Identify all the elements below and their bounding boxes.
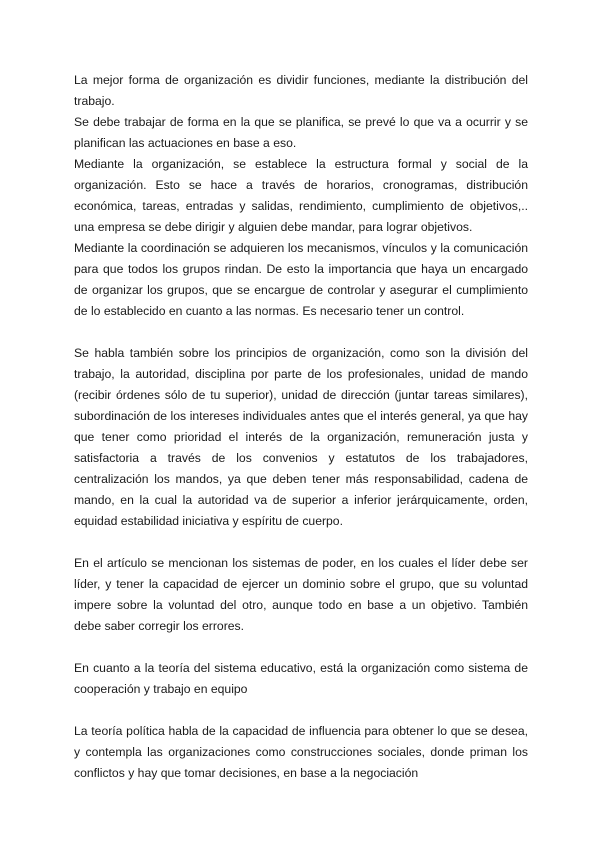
document-body [74, 70, 528, 784]
paragraph-gap [74, 322, 528, 343]
paragraph-sistemas-poder: En el artículo se mencionan los sistemas de poder, en los cuales el líder debe ser líder, y tener la capacidad de ejercer un dominio sobre el grupo, que su voluntad impere sobre la voluntad del otro, aunque todo en base a un objetivo. También debe saber corregir los errores. [74, 556, 528, 633]
paragraph-gap [74, 532, 528, 553]
paragraph-division-funciones: La mejor forma de organización es dividir funciones, mediante la distribución del trabajo. [74, 73, 528, 108]
paragraph-planificacion: Se debe trabajar de forma en la que se planifica, se prevé lo que va a ocurrir y se planifican las actuaciones en base a eso. [74, 115, 528, 150]
paragraph-gap [74, 700, 528, 721]
paragraph-estructura-organizacion: Mediante la organización, se establece la estructura formal y social de la organización. Esto se hace a través de horarios, cronogramas, distribución económica, tareas, entradas y salidas, rendimiento, cumplimiento de objetivos,.. una empresa se debe dirigir y alguien debe mandar, para lograr objetivos. [74, 157, 528, 234]
paragraph-sistema-educativo: En cuanto a la teoría del sistema educativo, está la organización como sistema de cooperación y trabajo en equipo [74, 661, 528, 696]
paragraph-gap [74, 637, 528, 658]
paragraph-teoria-politica: La teoría política habla de la capacidad de influencia para obtener lo que se desea, y contempla las organizaciones como construcciones sociales, donde priman los conflictos y hay que tomar decisiones, en base a la negociación [74, 724, 528, 780]
paragraph-coordinacion: Mediante la coordinación se adquieren los mecanismos, vínculos y la comunicación para que todos los grupos rindan. De esto la importancia que haya un encargado de organizar los grupos, que se encargue de controlar y asegurar el cumplimiento de lo establecido en cuanto a las normas. Es necesario tener un control. [74, 241, 528, 318]
paragraph-principios-organizacion: Se habla también sobre los principios de organización, como son la división del trabajo, la autoridad, disciplina por parte de los profesionales, unidad de mando (recibir órdenes sólo de tu superior), unidad de dirección (juntar tareas similares), subordinación de los intereses individuales antes que el interés general, ya que hay que tener como prioridad el interés de la organización, remuneración justa y satisfactoria a través de los convenios y estatutos de los trabajadores, centralización los mandos, ya que deben tener más responsabilidad, cadena de mando, en la cual la autoridad va de superior a inferior jerárquicamente, orden, equidad estabilidad iniciativa y espíritu de cuerpo. [74, 346, 528, 528]
